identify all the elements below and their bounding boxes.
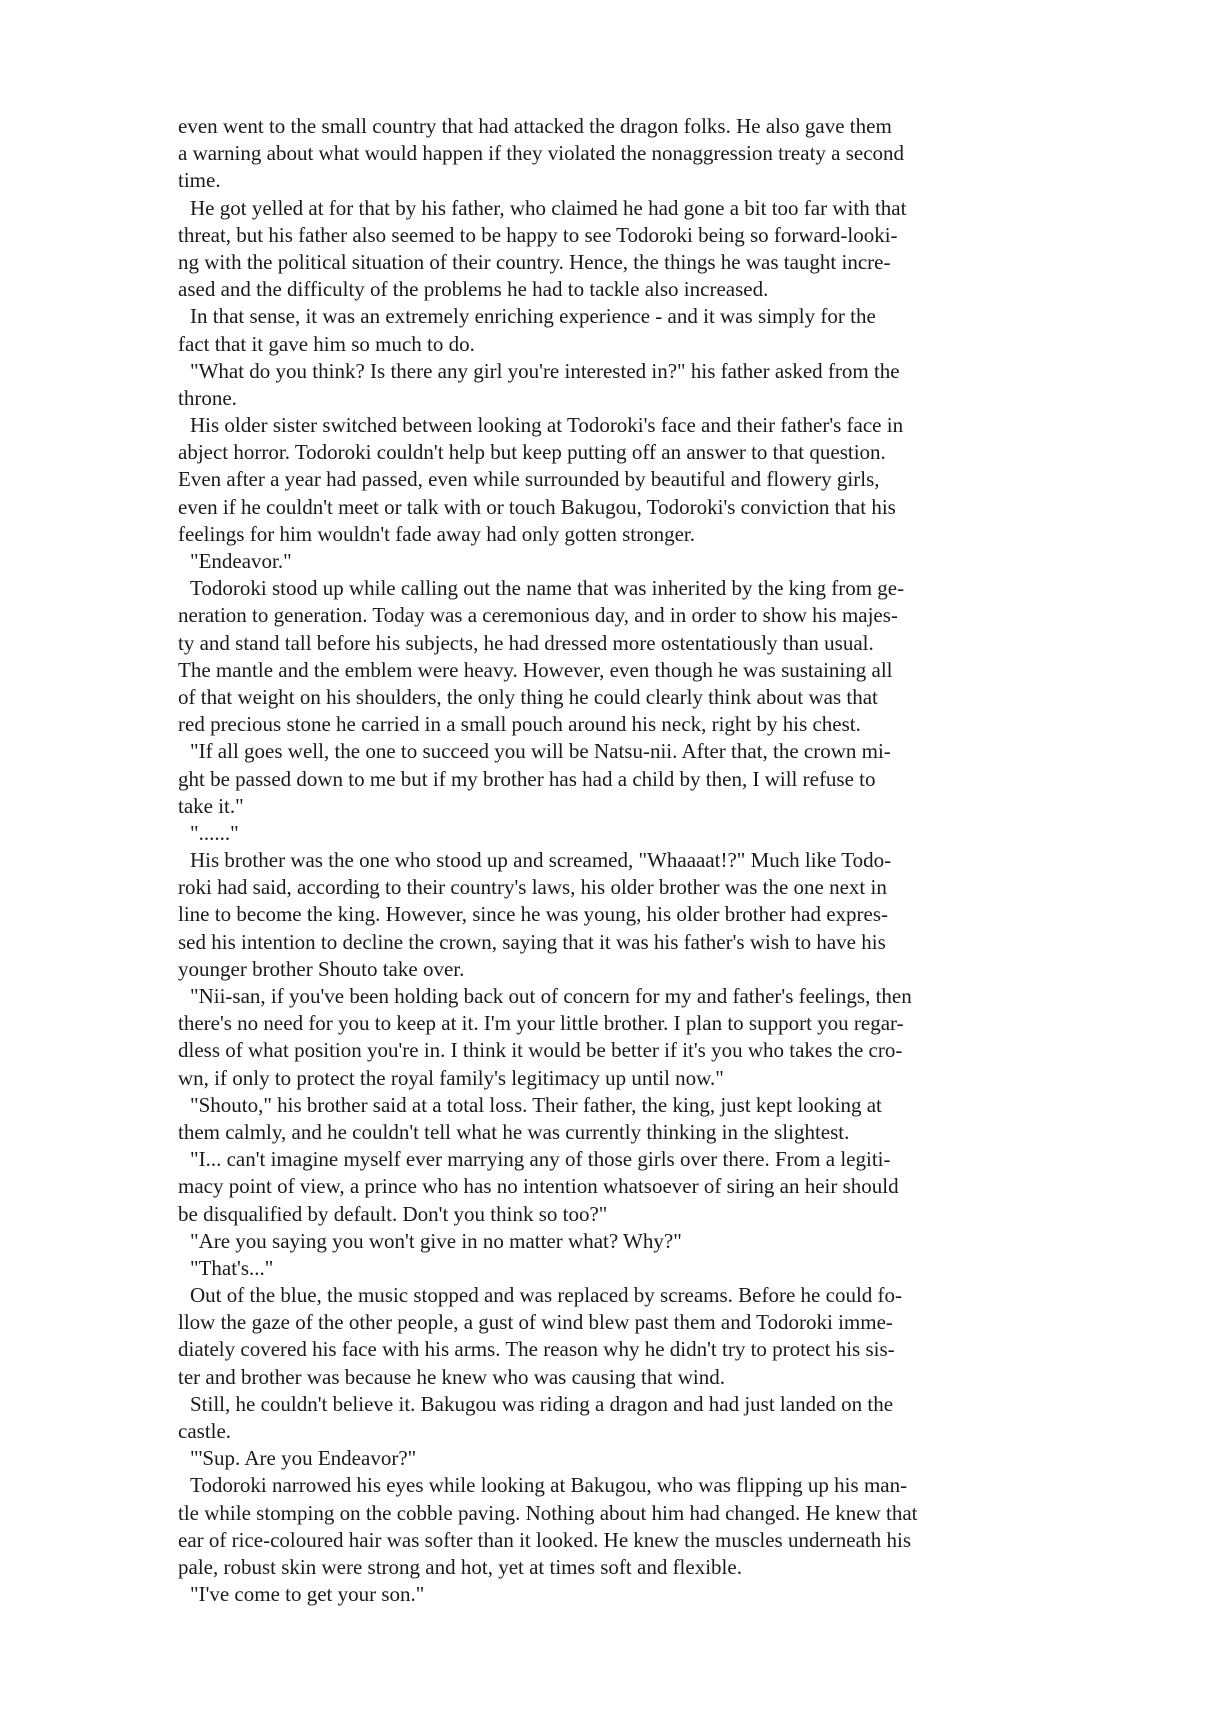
text-line: macy point of view, a prince who has no intention whatsoever of siring an heir should	[178, 1174, 899, 1199]
text-line: "Are you saying you won't give in no matter what? Why?"	[190, 1228, 682, 1253]
text-line: take it."	[178, 793, 244, 818]
text-line: wn, if only to protect the royal family's legitimacy up until now."	[178, 1065, 724, 1090]
text-line: even went to the small country that had attacked the dragon folks. He also gave them	[178, 114, 892, 138]
text-line: "Shouto," his brother said at a total loss. Their father, the king, just kept looking at	[190, 1092, 882, 1117]
text-line: feelings for him wouldn't fade away had only gotten stronger.	[178, 521, 695, 546]
text-line: His brother was the one who stood up and screamed, "Whaaaat!?" Much like Todo-	[190, 848, 892, 873]
text-line: neration to generation. Today was a ceremonious day, and in order to show his majes-	[178, 603, 898, 628]
text-line: "I've come to get your son."	[190, 1582, 425, 1607]
text-line: younger brother Shouto take over.	[178, 956, 465, 981]
text-line: The mantle and the emblem were heavy. However, even though he was sustaining all	[178, 657, 893, 682]
text-line: Even after a year had passed, even while surrounded by beautiful and flowery girls,	[178, 467, 880, 492]
text-line: "......"	[190, 820, 239, 845]
text-line: His older sister switched between looking at Todoroki's face and their father's face in	[190, 413, 904, 438]
text-line: threat, but his father also seemed to be happy to see Todoroki being so forward-looki-	[178, 222, 898, 247]
text-line: In that sense, it was an extremely enriching experience - and it was simply for the	[190, 304, 876, 329]
text-line: ty and stand tall before his subjects, he had dressed more ostentatiously than usual.	[178, 630, 874, 655]
text-line: there's no need for you to keep at it. I'm your little brother. I plan to support you regar-	[178, 1011, 904, 1036]
text-line: time.	[178, 168, 221, 193]
text-line: line to become the king. However, since he was young, his older brother had expres-	[178, 902, 889, 927]
text-line: ng with the political situation of their country. Hence, the things he was taught incre-	[178, 249, 891, 274]
text-line: roki had said, according to their country's laws, his older brother was the one next in	[178, 875, 887, 900]
text-line: red precious stone he carried in a small pouch around his neck, right by his chest.	[178, 712, 861, 737]
text-line: "Nii-san, if you've been holding back out of concern for my and father's feelings, then	[190, 984, 912, 1008]
text-line: of that weight on his shoulders, the only thing he could clearly think about was that	[178, 684, 878, 709]
text-line: be disqualified by default. Don't you think so too?"	[178, 1201, 608, 1226]
text-line: "That's..."	[190, 1255, 274, 1280]
text-line: "Endeavor."	[190, 549, 292, 573]
text-line: "If all goes well, the one to succeed you will be Natsu-nii. After that, the crown mi-	[190, 739, 891, 764]
text-line: throne.	[178, 385, 237, 410]
text-line: abject horror. Todoroki couldn't help but keep putting off an answer to that question.	[178, 440, 886, 465]
text-line: dless of what position you're in. I think it would be better if it's you who takes the cro-	[178, 1038, 903, 1063]
text-line: "I... can't imagine myself ever marrying any of those girls over there. From a legiti-	[190, 1147, 891, 1172]
text-line: Todoroki narrowed his eyes while looking at Bakugou, who was flipping up his man-	[190, 1473, 908, 1498]
text-line: a warning about what would happen if they violated the nonaggression treaty a second	[178, 141, 905, 166]
text-line: llow the gaze of the other people, a gust of wind blew past them and Todoroki imme-	[178, 1310, 893, 1335]
text-line: He got yelled at for that by his father, who claimed he had gone a bit too far with that	[190, 195, 907, 220]
text-line: Out of the blue, the music stopped and was replaced by screams. Before he could fo-	[190, 1283, 903, 1308]
text-line: diately covered his face with his arms. The reason why he didn't try to protect his sis-	[178, 1337, 895, 1362]
text-line: Still, he couldn't believe it. Bakugou was riding a dragon and had just landed on the	[190, 1391, 894, 1416]
text-line: castle.	[178, 1419, 232, 1443]
text-line: ear of rice-coloured hair was softer than it looked. He knew the muscles underneath his	[178, 1527, 911, 1552]
text-line: Todoroki stood up while calling out the name that was inherited by the king from ge-	[190, 576, 905, 601]
text-line: "'Sup. Are you Endeavor?"	[190, 1446, 417, 1471]
text-line: ght be passed down to me but if my brother has had a child by then, I will refuse to	[178, 766, 876, 791]
text-line: pale, robust skin were strong and hot, yet at times soft and flexible.	[178, 1554, 742, 1579]
text-line: even if he couldn't meet or talk with or touch Bakugou, Todoroki's conviction that his	[178, 494, 896, 519]
text-line: "What do you think? Is there any girl you're interested in?" his father asked from the	[190, 358, 900, 383]
text-line: ased and the difficulty of the problems he had to tackle also increased.	[178, 277, 769, 302]
text-line: ter and brother was because he knew who was causing that wind.	[178, 1364, 725, 1389]
text-line: them calmly, and he couldn't tell what he was currently thinking in the slightest.	[178, 1119, 850, 1144]
text-line: tle while stomping on the cobble paving. Nothing about him had changed. He knew that	[178, 1500, 918, 1525]
text-line: fact that it gave him so much to do.	[178, 331, 475, 356]
text-line: sed his intention to decline the crown, saying that it was his father's wish to have his	[178, 929, 886, 954]
document-page	[178, 113, 1048, 1608]
